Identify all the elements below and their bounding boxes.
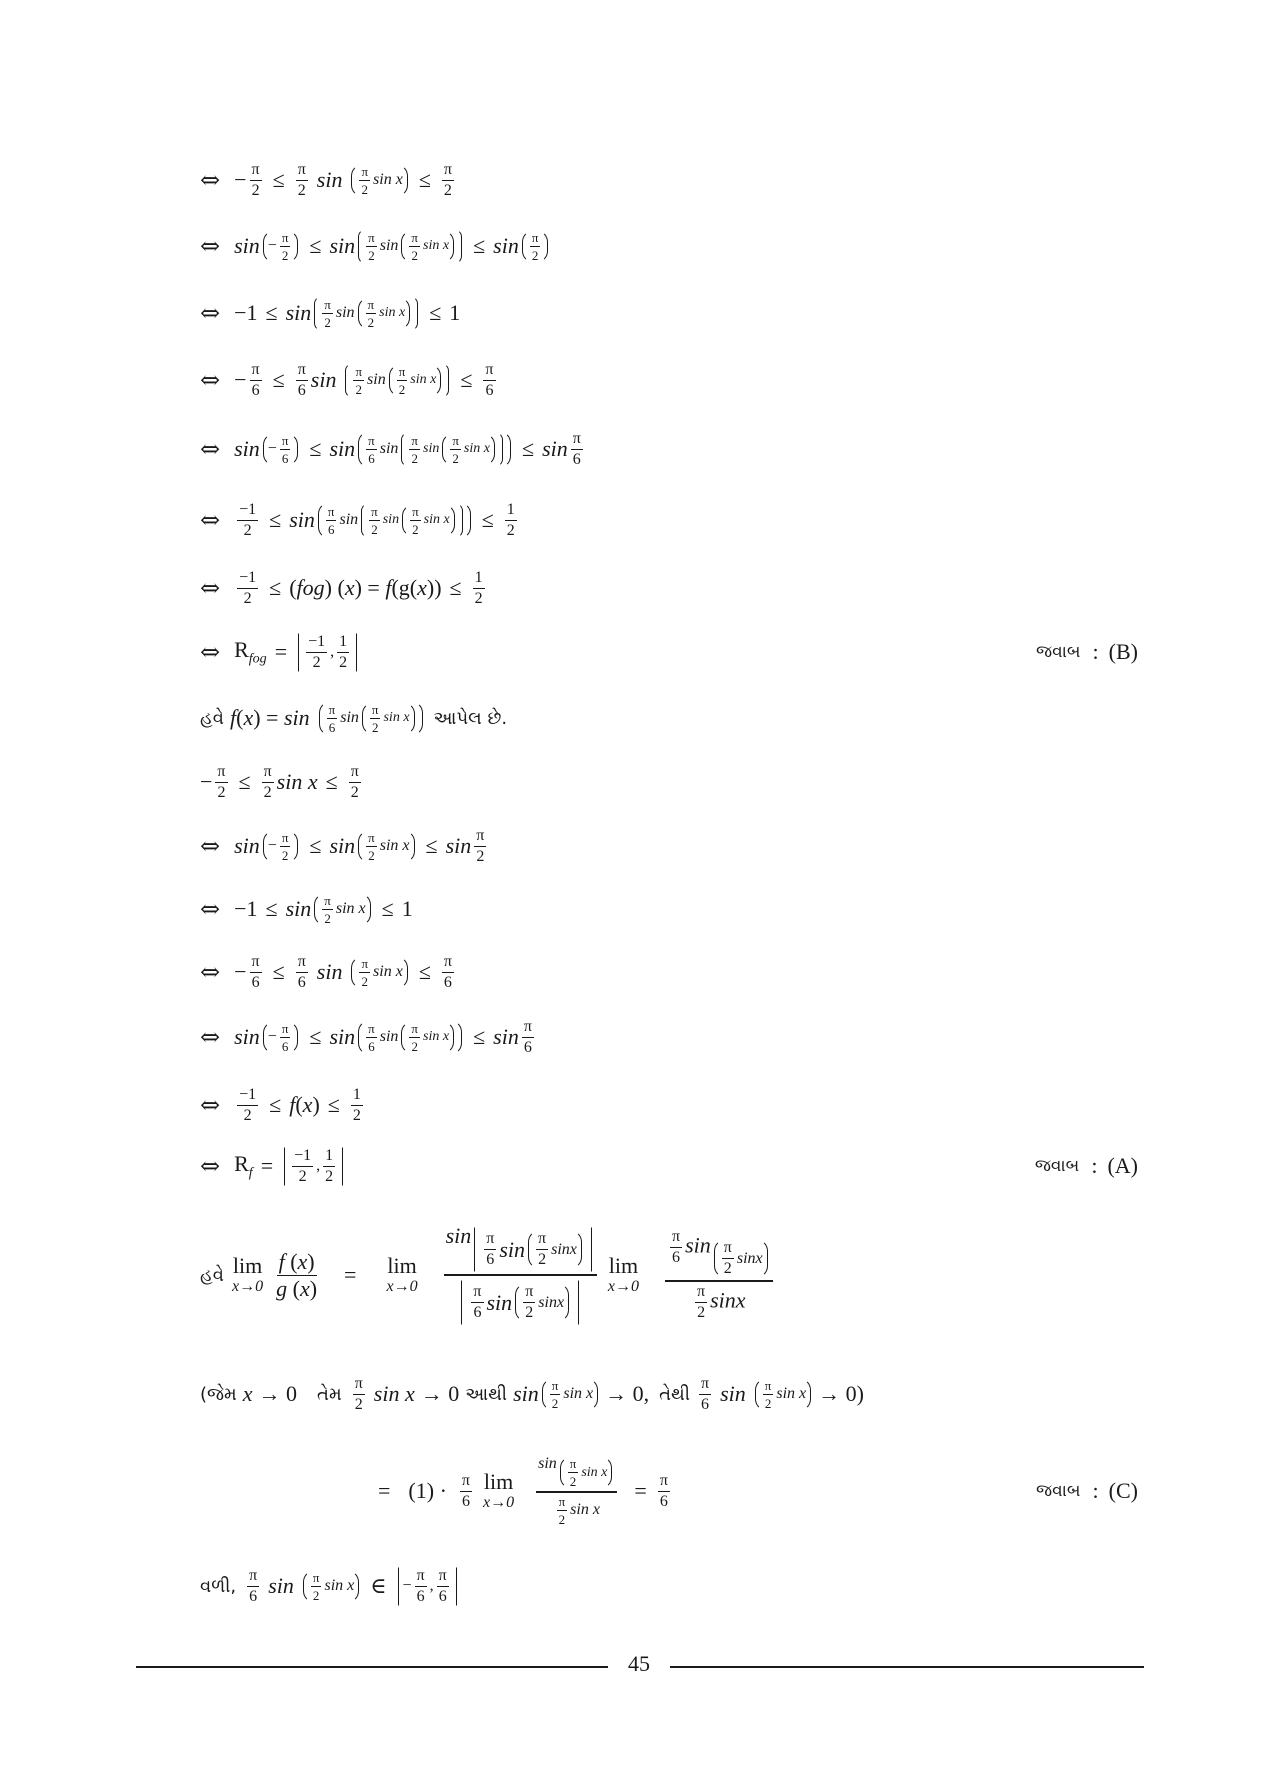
equation-line-7: ⇔ $\frac{-1}{2}$ ≤ (fog) (x) = f(g(x)) ≤ $\frac{1}{2}$ bbox=[200, 568, 483, 607]
answer-label: જવાબ bbox=[1036, 1481, 1081, 1501]
answer-value: (C) bbox=[1108, 1478, 1138, 1503]
equation-line-15: ⇔ $\frac{-1}{2}$ ≤ f(x) ≤ $\frac{1}{2}$ bbox=[200, 1085, 361, 1124]
gujarati-text: તેથી bbox=[659, 1383, 691, 1405]
equation-line-8: ⇔ $R_{fog}$ = −1 2 , 1 2 bbox=[200, 632, 360, 672]
final-line: વળી, π 6 sin π 2 sin x ∈ − π 6 , π 6 bbox=[200, 1566, 460, 1606]
footer-rule-right bbox=[670, 1666, 1144, 1668]
answer-a: જવાબ : (A) bbox=[1034, 1153, 1138, 1178]
gujarati-text: હવે bbox=[200, 1264, 225, 1286]
page-number: 45 bbox=[628, 1651, 650, 1676]
footer-rule-left bbox=[136, 1666, 608, 1668]
answer-label: જવાબ bbox=[1036, 642, 1081, 662]
equation-line-14: ⇔ sin − π 6 ≤ sin π 6 sin π 2 sin x ≤ sin π 6 bbox=[200, 1017, 532, 1056]
answer-b: જવાબ : (B) bbox=[1036, 639, 1138, 664]
equation-line-10: − $\frac{\pi}{2}$ ≤ $\frac{\pi}{2}$ sin x ≤ $\frac{\pi}{2}$ bbox=[200, 762, 359, 801]
equation-line-9: હવે f(x) = sin π 6 sin π 2 sin x આપેલ છે. bbox=[200, 701, 508, 735]
equation-line-16: ⇔ $R_f$ = −1 2 , 1 2 bbox=[200, 1146, 346, 1186]
gujarati-text: વળી, bbox=[200, 1575, 237, 1597]
equation-line-12: ⇔ −1 ≤ sin π 2 sin x ≤ 1 bbox=[200, 892, 413, 926]
equation-line-2: ⇔ sin − π 2 ≤ sin π 2 sin π 2 sin x ≤ sin π 2 bbox=[200, 226, 551, 266]
gujarati-text: (જેમ bbox=[200, 1383, 237, 1405]
gujarati-text: આથી bbox=[465, 1383, 508, 1405]
explanation-line: (જેમ x → 0 તેમ π 2 sin x → 0 આથી sin π 2 sin x → 0, તેથી π 6 sin π 2 sin x → 0) bbox=[200, 1374, 864, 1413]
equation-line-6: ⇔ $\frac{-1}{2}$ ≤ sin π 6 sin π 2 sin π 2 sin x ≤ $\frac{1}{2}$ bbox=[200, 500, 515, 539]
answer-value: (B) bbox=[1108, 639, 1138, 664]
equation-line-3: ⇔ −1 ≤ sin π 2 sin π 2 sin x ≤ 1 bbox=[200, 296, 461, 330]
gujarati-text: તેમ bbox=[317, 1383, 342, 1405]
answer-value: (A) bbox=[1107, 1153, 1138, 1178]
equation-line-1: ⇔ − $\frac{\pi}{2}$ ≤ $\frac{\pi}{2}$ sin π 2 sin x ≤ $\frac{\pi}{2}$ bbox=[200, 160, 452, 199]
gujarati-text: હવે bbox=[200, 707, 225, 729]
equation-line-11: ⇔ sin − π 2 ≤ sin π 2 sin x ≤ sin π 2 bbox=[200, 826, 485, 865]
answer-label: જવાબ bbox=[1034, 1156, 1080, 1176]
answer-c: જવાબ : (C) bbox=[1036, 1478, 1138, 1503]
gujarati-text: આપેલ છે. bbox=[433, 707, 508, 729]
equation-line-4: ⇔ − $\frac{\pi}{6}$ ≤ $\frac{\pi}{6}$ sin π 2 sin π 2 sin x ≤ $\frac{\pi}{6}$ bbox=[200, 360, 494, 399]
limit-equation: હવે lim x→0 $\frac{f (x)}{g (x)}$ = lim x→0 sin π 6 sin π 2 sinx π 6 sin π 2 sinx lim x→0 $\frac{\pi}{6}$ sin π 2 sinx $\frac{\pi}{2}$ sinx bbox=[200, 1210, 776, 1340]
result-line: = (1) · π 6 lim x→0 sin π 2 sin x $\frac{\pi}{2}$ sin x = $\frac{\pi}{6}$ bbox=[378, 1455, 668, 1527]
equation-line-5: ⇔ sin − π 6 ≤ sin π 6 sin π 2 sin π 2 sin x ≤ sin π 6 bbox=[200, 429, 581, 468]
equation-line-13: ⇔ − $\frac{\pi}{6}$ ≤ $\frac{\pi}{6}$ sin π 2 sin x ≤ $\frac{\pi}{6}$ bbox=[200, 952, 452, 991]
